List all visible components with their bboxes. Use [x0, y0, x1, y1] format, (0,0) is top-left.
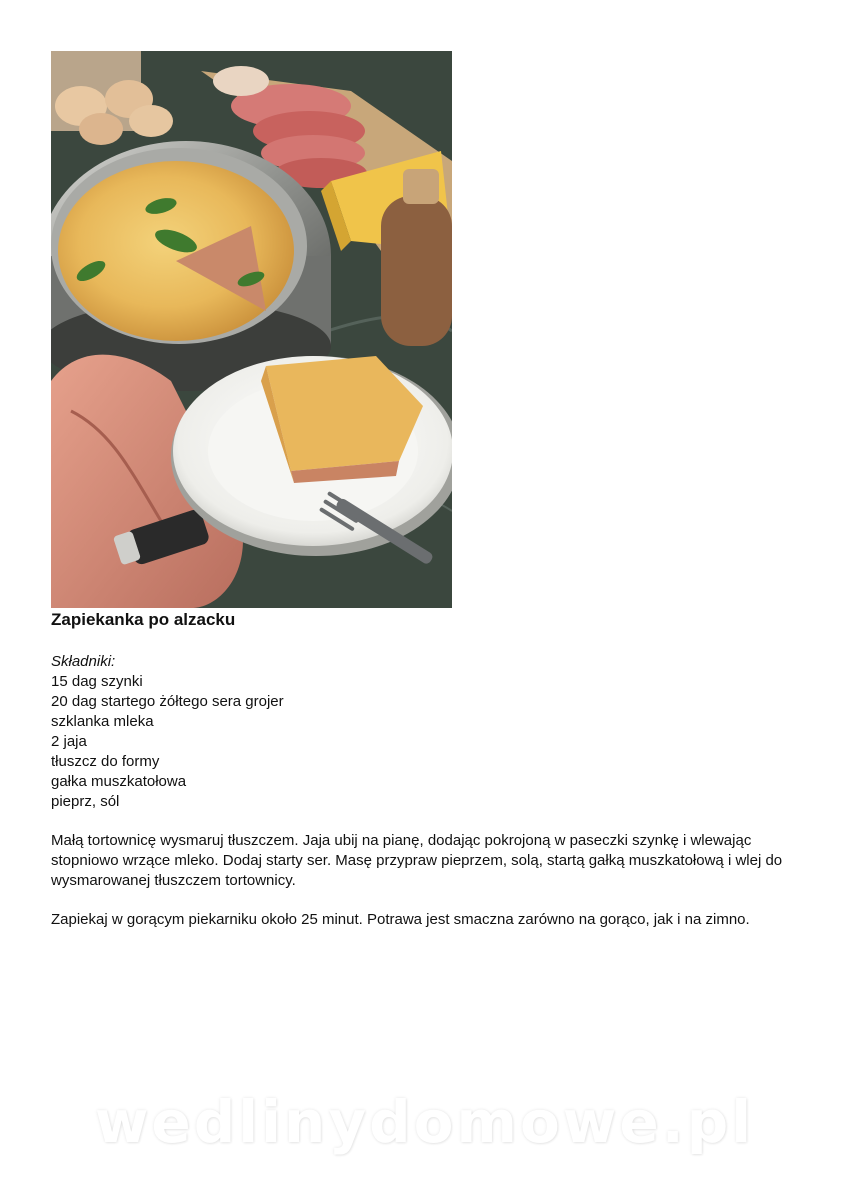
ingredient-item: 2 jaja: [51, 733, 87, 750]
ingredients-label: Składniki:: [51, 653, 116, 670]
ingredient-item: tłuszcz do formy: [51, 753, 160, 770]
ingredients-section: [51, 652, 284, 812]
ingredients-list: [51, 672, 284, 812]
ingredient-item: szklanka mleka: [51, 713, 154, 730]
serving-paragraph: Zapiekaj w gorącym piekarniku około 25 minut. Potrawa jest smaczna zarówno na gorąco, jak i na zimno.: [51, 911, 750, 928]
instructions-paragraph: Małą tortownicę wysmaruj tłuszczem. Jaja ubij na pianę, dodając pokrojoną w paseczki szynkę i wlewając stopniowo wrzące mleko. Dodaj starty ser. Masę przypraw pieprzem, solą, startą gałką muszkatołową i wlej do wysmarowanej tłuszczem tortownicy.: [51, 832, 783, 889]
ingredient-item: gałka muszkatołowa: [51, 773, 187, 790]
ingredient-item: pieprz, sól: [51, 793, 120, 810]
recipe-photo: [51, 51, 452, 608]
recipe-title: Zapiekanka po alzacku: [51, 610, 236, 629]
ingredient-item: 20 dag startego żółtego sera grojer: [51, 693, 284, 710]
ingredient-item: 15 dag szynki: [51, 673, 143, 690]
watermark: wedlinydomowe.pl: [94, 1088, 755, 1156]
